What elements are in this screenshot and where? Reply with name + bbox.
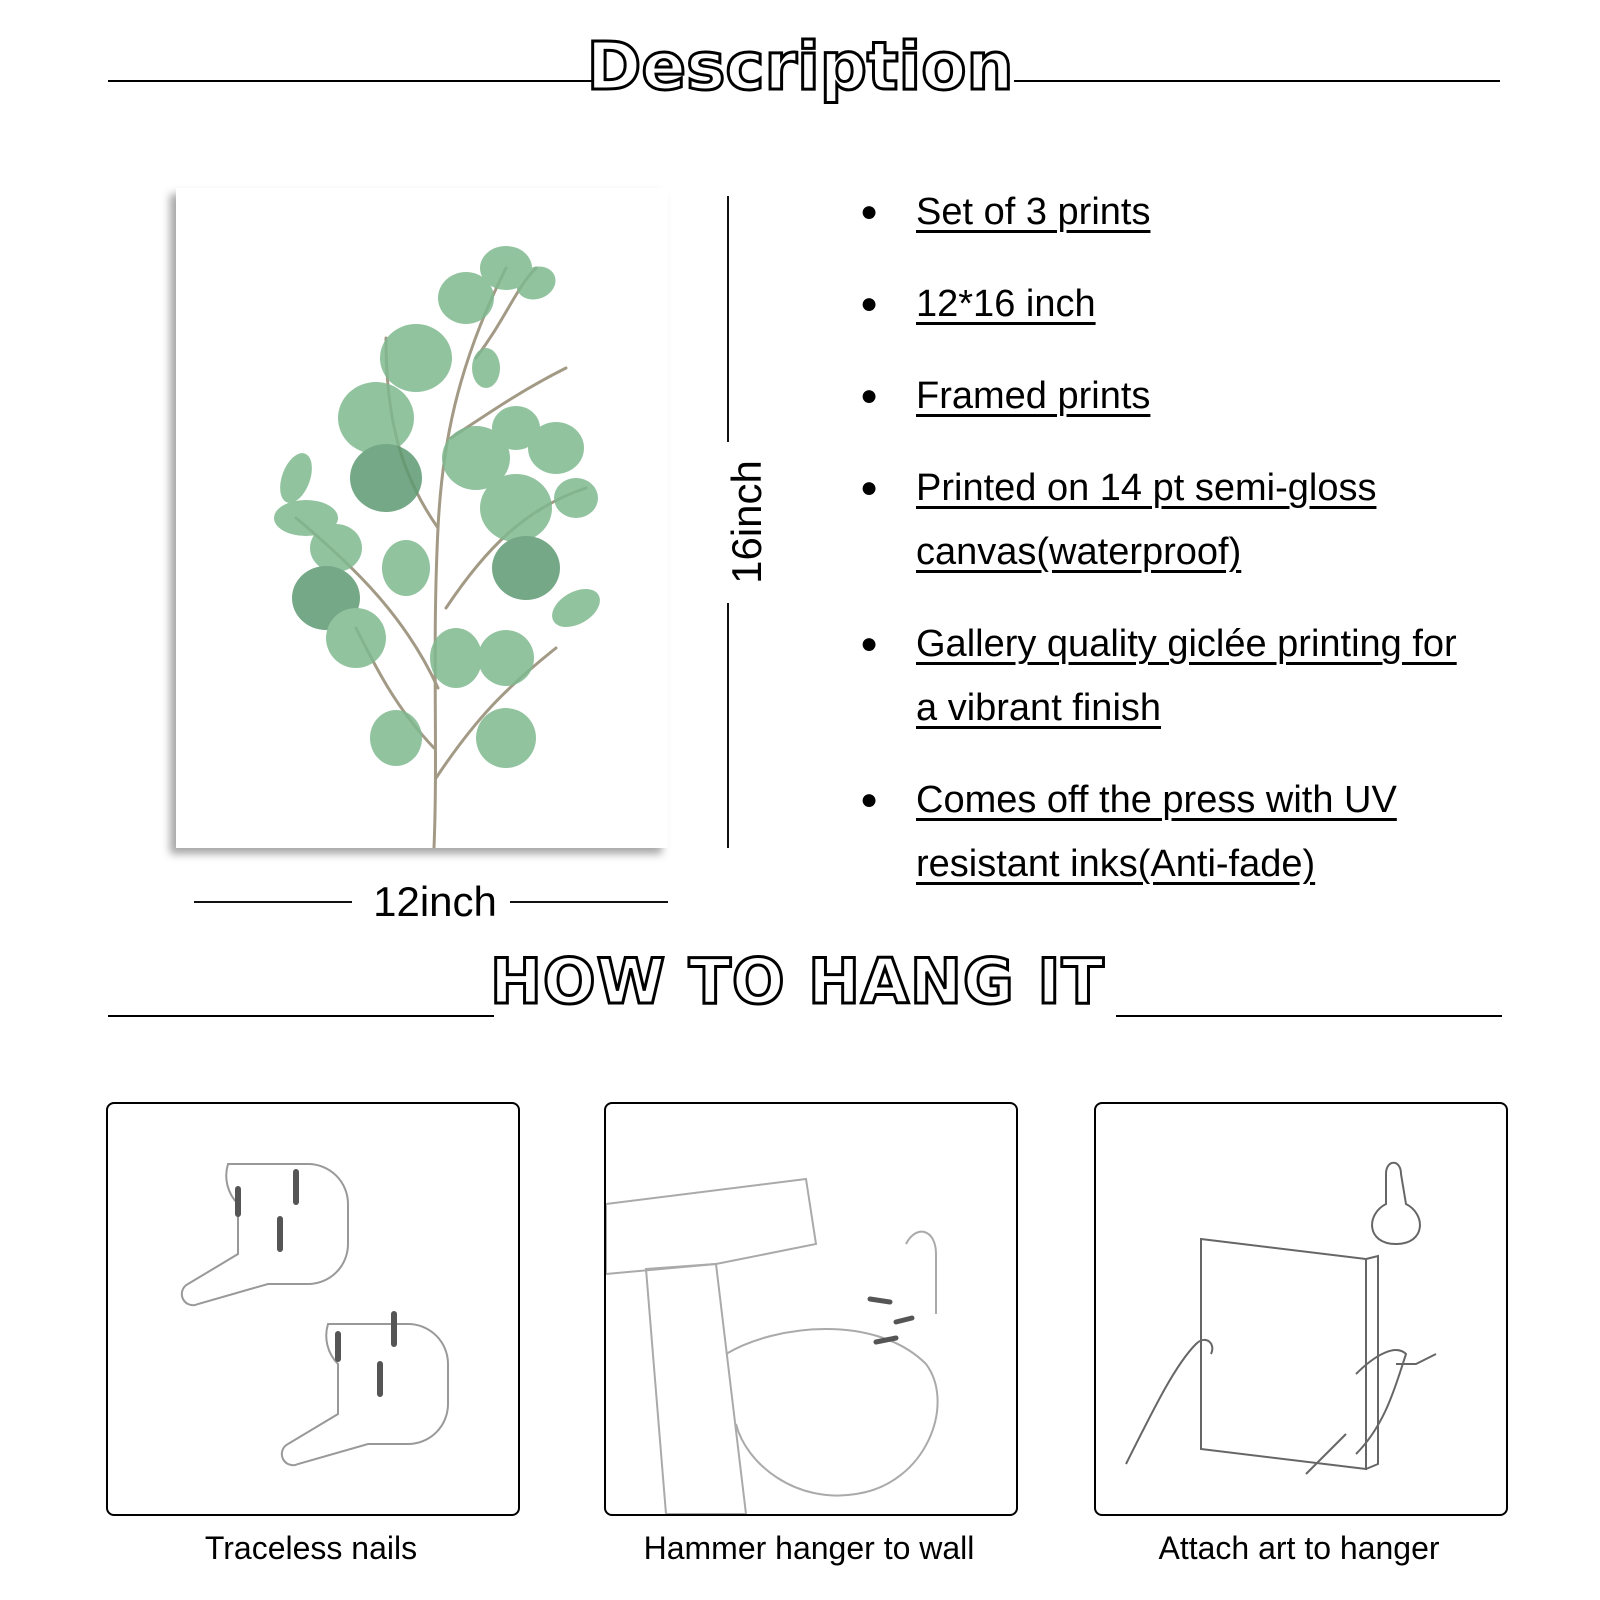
- description-rule-right: [1014, 80, 1500, 82]
- bullet-icon: ●: [860, 379, 879, 412]
- feature-text: Comes off the press with UV resistant inks(Anti-fade): [916, 779, 1397, 885]
- bullet-icon: ●: [860, 287, 879, 320]
- feature-item: [860, 456, 1560, 584]
- step-caption: Traceless nails: [204, 1530, 418, 1566]
- height-dimension-label: 16inch: [723, 460, 770, 584]
- step-caption: Hammer hanger to wall: [643, 1530, 975, 1566]
- width-dimension-line-right: [510, 901, 668, 903]
- width-dimension-line-left: [194, 901, 352, 903]
- feature-item: [860, 612, 1560, 740]
- bullet-icon: ●: [860, 627, 879, 660]
- eucalyptus-illustration: [176, 188, 668, 848]
- hang-rule-right: [1116, 1015, 1502, 1017]
- width-dimension-label: 12inch: [373, 878, 497, 925]
- step-card-traceless-nails: [106, 1102, 520, 1516]
- bullet-icon: ●: [860, 195, 879, 228]
- feature-text: Set of 3 prints: [916, 191, 1151, 233]
- hang-title: HOW TO HANG IT: [490, 945, 1105, 1018]
- height-dimension-line-bottom: [727, 603, 729, 848]
- artwork-preview: [176, 188, 668, 848]
- hanging-art-icon: [1096, 1104, 1506, 1514]
- feature-item: [860, 180, 1560, 244]
- step-card-attach-art: [1094, 1102, 1508, 1516]
- traceless-nails-icon: [108, 1104, 518, 1514]
- step-caption: Attach art to hanger: [1158, 1530, 1440, 1566]
- feature-item: [860, 364, 1560, 428]
- hammer-icon: [606, 1104, 1016, 1514]
- bullet-icon: ●: [860, 471, 879, 504]
- feature-item: [860, 768, 1560, 896]
- height-dimension-line-top: [727, 196, 729, 442]
- bullet-icon: ●: [860, 783, 879, 816]
- step-card-hammer: [604, 1102, 1018, 1516]
- description-title: Description: [586, 28, 1014, 105]
- feature-text: Printed on 14 pt semi-gloss canvas(waterproof): [916, 467, 1377, 573]
- feature-list: [860, 180, 1560, 924]
- description-rule-left: [108, 80, 594, 82]
- feature-item: [860, 272, 1560, 336]
- feature-text: 12*16 inch: [916, 283, 1096, 325]
- feature-text: Framed prints: [916, 375, 1151, 417]
- hang-rule-left: [108, 1015, 494, 1017]
- feature-text: Gallery quality giclée printing for a vibrant finish: [916, 623, 1457, 729]
